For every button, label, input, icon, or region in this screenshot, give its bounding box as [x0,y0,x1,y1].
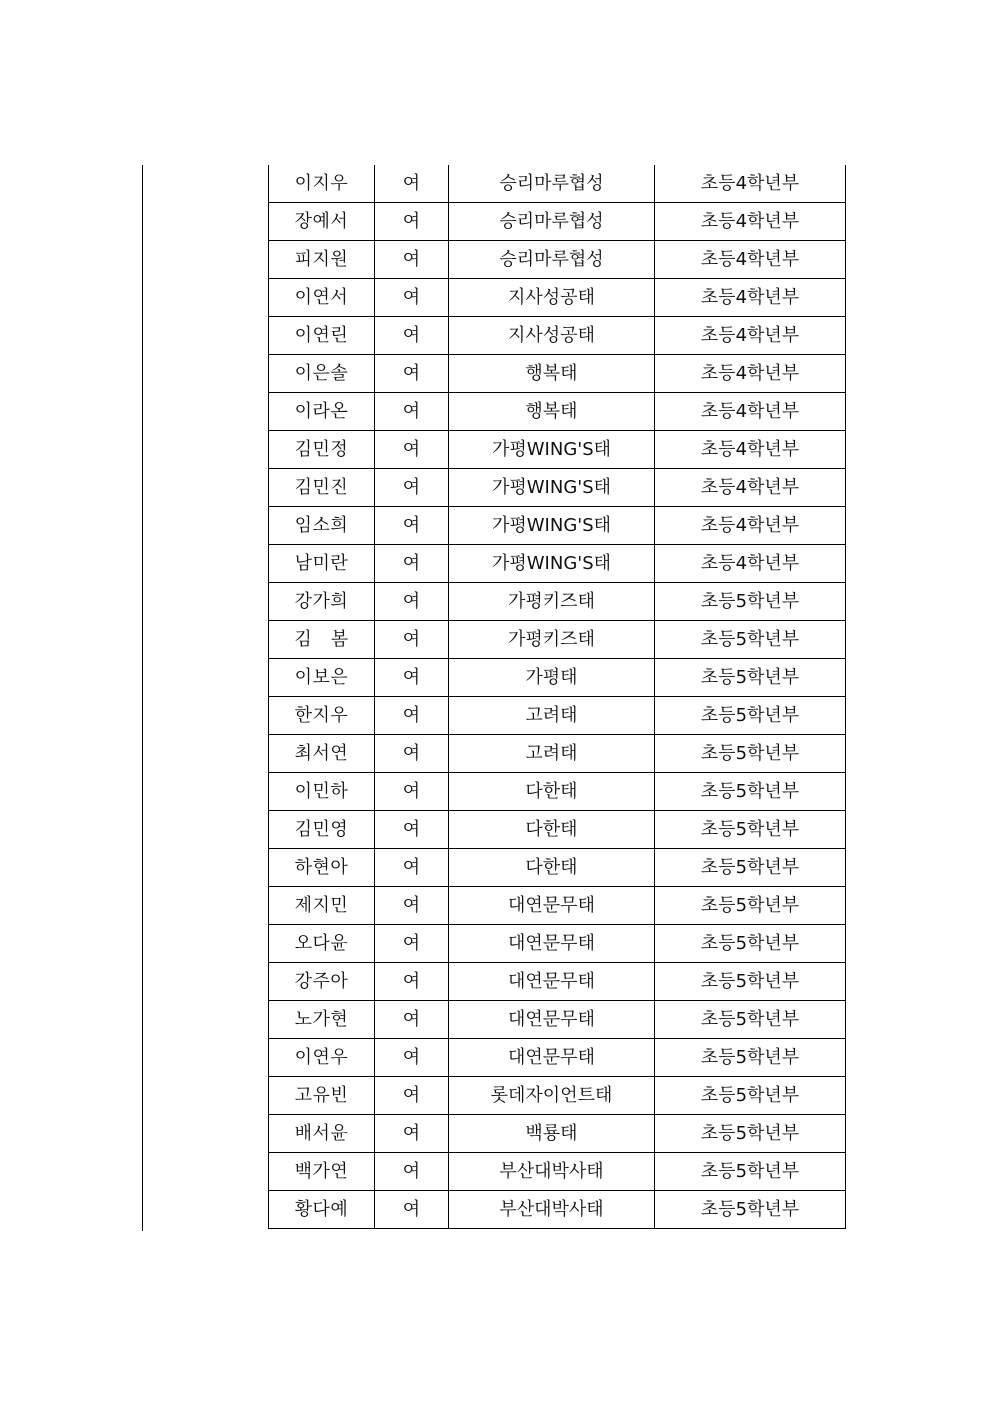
name-cell: 임소희 [269,507,375,545]
division-cell: 초등5학년부 [655,925,846,963]
table-row [269,963,846,1001]
division-cell: 초등5학년부 [655,659,846,697]
roster-body [269,165,846,1229]
club-cell: 가평WING'S태 [449,431,655,469]
table-row [269,355,846,393]
gender-cell: 여 [375,165,449,203]
club-cell: 가평태 [449,659,655,697]
gender-cell: 여 [375,963,449,1001]
table-row [269,1077,846,1115]
club-cell: 지사성공태 [449,279,655,317]
name-cell: 이연우 [269,1039,375,1077]
table-row [269,621,846,659]
name-cell: 고유빈 [269,1077,375,1115]
table-row [269,1039,846,1077]
gender-cell: 여 [375,1039,449,1077]
table-row [269,1153,846,1191]
table-row [269,203,846,241]
name-cell: 김민영 [269,811,375,849]
gender-cell: 여 [375,507,449,545]
club-cell: 대연문무태 [449,1001,655,1039]
club-cell: 부산대박사태 [449,1191,655,1229]
name-cell: 최서연 [269,735,375,773]
table-row [269,317,846,355]
division-cell: 초등5학년부 [655,1153,846,1191]
division-cell: 초등5학년부 [655,849,846,887]
gender-cell: 여 [375,811,449,849]
gender-cell: 여 [375,355,449,393]
club-cell: 승리마루협성 [449,241,655,279]
division-cell: 초등4학년부 [655,431,846,469]
table-row [269,241,846,279]
gender-cell: 여 [375,849,449,887]
division-cell: 초등5학년부 [655,887,846,925]
division-cell: 초등4학년부 [655,355,846,393]
gender-cell: 여 [375,317,449,355]
name-cell: 이연린 [269,317,375,355]
gender-cell: 여 [375,773,449,811]
gender-cell: 여 [375,583,449,621]
club-cell: 가평키즈태 [449,583,655,621]
division-cell: 초등5학년부 [655,773,846,811]
table-row [269,697,846,735]
name-cell: 백가연 [269,1153,375,1191]
division-cell: 초등5학년부 [655,697,846,735]
table-row [269,811,846,849]
gender-cell: 여 [375,1153,449,1191]
club-cell: 가평WING'S태 [449,469,655,507]
club-cell: 고려태 [449,735,655,773]
name-cell: 노가현 [269,1001,375,1039]
gender-cell: 여 [375,545,449,583]
table-row [269,1001,846,1039]
club-cell: 대연문무태 [449,1039,655,1077]
name-cell: 오다윤 [269,925,375,963]
gender-cell: 여 [375,393,449,431]
name-cell: 한지우 [269,697,375,735]
division-cell: 초등4학년부 [655,507,846,545]
name-cell: 황다예 [269,1191,375,1229]
table-row [269,431,846,469]
division-cell: 초등4학년부 [655,279,846,317]
table-row [269,583,846,621]
name-cell: 이연서 [269,279,375,317]
club-cell: 대연문무태 [449,963,655,1001]
division-cell: 초등4학년부 [655,317,846,355]
name-cell: 하현아 [269,849,375,887]
club-cell: 고려태 [449,697,655,735]
table-row [269,925,846,963]
division-cell: 초등5학년부 [655,1191,846,1229]
gender-cell: 여 [375,1115,449,1153]
name-cell: 이민하 [269,773,375,811]
table-row [269,279,846,317]
division-cell: 초등4학년부 [655,165,846,203]
name-cell: 제지민 [269,887,375,925]
club-cell: 행복태 [449,393,655,431]
name-cell: 강가희 [269,583,375,621]
name-cell: 김민정 [269,431,375,469]
club-cell: 대연문무태 [449,887,655,925]
name-cell: 이지우 [269,165,375,203]
gender-cell: 여 [375,887,449,925]
left-margin-rule [142,165,143,1231]
club-cell: 지사성공태 [449,317,655,355]
division-cell: 초등4학년부 [655,469,846,507]
gender-cell: 여 [375,697,449,735]
division-cell: 초등5학년부 [655,1115,846,1153]
gender-cell: 여 [375,469,449,507]
division-cell: 초등5학년부 [655,621,846,659]
division-cell: 초등5학년부 [655,1077,846,1115]
name-cell: 김 봄 [269,621,375,659]
club-cell: 행복태 [449,355,655,393]
table-row [269,393,846,431]
table-row [269,507,846,545]
division-cell: 초등5학년부 [655,963,846,1001]
division-cell: 초등4학년부 [655,203,846,241]
gender-cell: 여 [375,279,449,317]
club-cell: 다한태 [449,849,655,887]
name-cell: 이보은 [269,659,375,697]
table-row [269,1115,846,1153]
table-row [269,887,846,925]
gender-cell: 여 [375,925,449,963]
name-cell: 이라온 [269,393,375,431]
table-row [269,773,846,811]
name-cell: 이은솔 [269,355,375,393]
division-cell: 초등5학년부 [655,583,846,621]
club-cell: 승리마루협성 [449,203,655,241]
club-cell: 가평키즈태 [449,621,655,659]
gender-cell: 여 [375,241,449,279]
gender-cell: 여 [375,1191,449,1229]
division-cell: 초등4학년부 [655,545,846,583]
club-cell: 부산대박사태 [449,1153,655,1191]
gender-cell: 여 [375,621,449,659]
table-row [269,165,846,203]
club-cell: 가평WING'S태 [449,507,655,545]
gender-cell: 여 [375,659,449,697]
club-cell: 롯데자이언트태 [449,1077,655,1115]
club-cell: 다한태 [449,811,655,849]
name-cell: 장예서 [269,203,375,241]
division-cell: 초등4학년부 [655,241,846,279]
roster-table [268,165,846,1229]
table-row [269,1191,846,1229]
table-row [269,849,846,887]
table-row [269,735,846,773]
division-cell: 초등5학년부 [655,1039,846,1077]
table-row [269,659,846,697]
table-row [269,545,846,583]
gender-cell: 여 [375,203,449,241]
gender-cell: 여 [375,1001,449,1039]
name-cell: 강주아 [269,963,375,1001]
name-cell: 배서윤 [269,1115,375,1153]
name-cell: 김민진 [269,469,375,507]
division-cell: 초등5학년부 [655,735,846,773]
club-cell: 대연문무태 [449,925,655,963]
division-cell: 초등5학년부 [655,1001,846,1039]
division-cell: 초등5학년부 [655,811,846,849]
table-row [269,469,846,507]
gender-cell: 여 [375,431,449,469]
gender-cell: 여 [375,735,449,773]
name-cell: 남미란 [269,545,375,583]
gender-cell: 여 [375,1077,449,1115]
club-cell: 백룡태 [449,1115,655,1153]
club-cell: 가평WING'S태 [449,545,655,583]
club-cell: 승리마루협성 [449,165,655,203]
name-cell: 피지원 [269,241,375,279]
club-cell: 다한태 [449,773,655,811]
division-cell: 초등4학년부 [655,393,846,431]
